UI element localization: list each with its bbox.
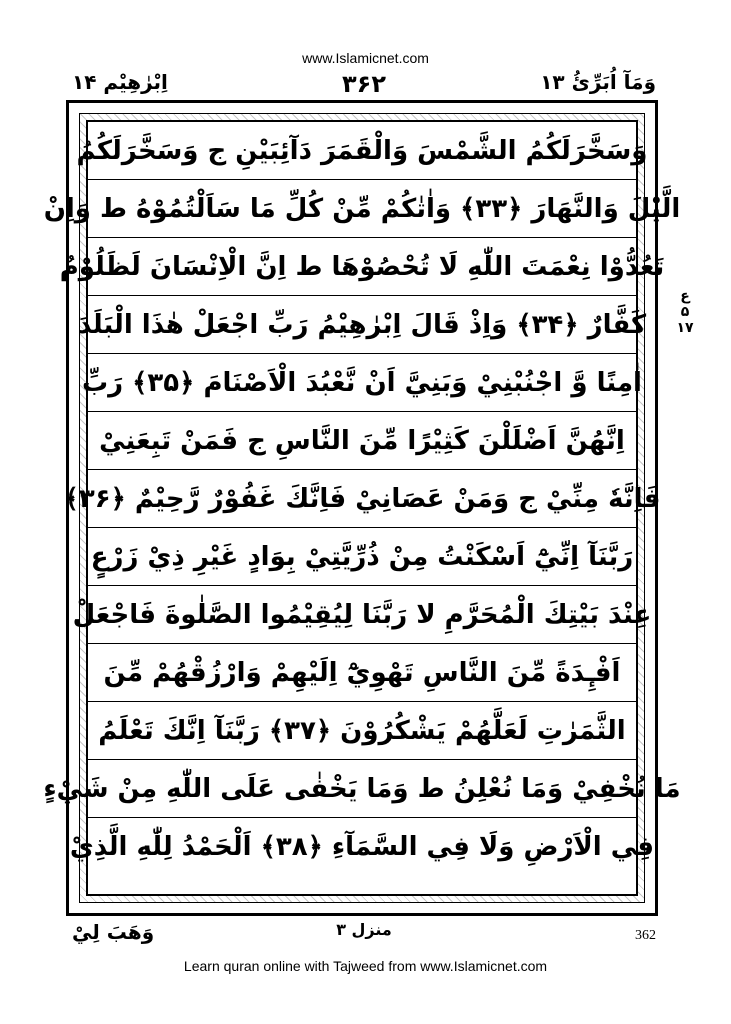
page-number: 362 — [635, 928, 656, 943]
quran-line: مَا نُخْفِيْ وَمَا نُعْلِنُ ط وَمَا يَخْفٰى عَلَى اللّٰهِ مِنْ شَيْءٍ — [88, 760, 636, 818]
quran-line: وَسَخَّرَلَكُمُ الشَّمْسَ وَالْقَمَرَ دَآئِبَيْنِ ج وَسَخَّرَلَكُمُ — [88, 122, 636, 180]
site-url-top: www.Islamicnet.com — [302, 50, 429, 66]
ruku-sign: ع — [680, 288, 690, 304]
manzil-label: منزل ۳ — [336, 920, 392, 939]
frame-border-pattern — [43, 113, 681, 903]
quran-line: الثَّمَرٰتِ لَعَلَّهُمْ يَشْكُرُوْنَ ﴿۳۷﴾ رَبَّنَآ اِنَّكَ تَعْلَمُ — [88, 702, 636, 760]
ruku-number: ۵ — [680, 304, 690, 320]
quran-line: فِي الْاَرْضِ وَلَا فِي السَّمَآءِ ﴿۳۸﴾ اَلْحَمْدُ لِلّٰهِ الَّذِيْ — [69, 832, 655, 862]
site-url-bottom: Learn quran online with Tajweed from www.Islamicnet.com — [183, 958, 548, 974]
page-number-arabic: ۳۶۲ — [342, 70, 386, 98]
quran-line: اٰمِنًا وَّ اجْنُبْنِيْ وَبَنِيَّ اَنْ نَّعْبُدَ الْاَصْنَامَ ﴿۳۵﴾ رَبِّ — [88, 354, 636, 412]
page-header — [72, 70, 656, 100]
quran-line: الَّيْلَ وَالنَّهَارَ ﴿۳۳﴾ وَاٰتٰكُمْ مِّنْ كُلِّ مَا سَاَلْتُمُوْهُ ط وَاِنْ — [88, 180, 636, 238]
quran-line: تَعُدُّوْا نِعْمَتَ اللّٰهِ لَا تُحْصُوْهَا ط اِنَّ الْاِنْسَانَ لَظَلُوْمٌ — [88, 238, 636, 296]
ruku-count: ۱۷ — [676, 320, 694, 336]
quran-text-block — [43, 120, 681, 896]
page-footer — [72, 920, 656, 950]
quran-line: فَاِنَّهٗ مِنِّيْ ج وَمَنْ عَصَانِيْ فَاِنَّكَ غَفُوْرٌ رَّحِيْمٌ ﴿۳۶﴾ — [88, 470, 636, 528]
quran-line: اَفْـِٕدَةً مِّنَ النَّاسِ تَهْوِيْٓ اِلَيْهِمْ وَارْزُقْهُمْ مِّنَ — [88, 644, 636, 702]
juz-title: وَمَآ اُبَرِّئُ ۱۳ — [540, 70, 656, 94]
surah-title: اِبْرٰهِيْم ۱۴ — [72, 70, 168, 94]
quran-line: عِنْدَ بَيْتِكَ الْمُحَرَّمِ لا رَبَّنَا لِيُقِيْمُوا الصَّلٰوةَ فَاجْعَلْ — [88, 586, 636, 644]
ornamental-frame — [43, 100, 681, 916]
quran-line: كَفَّارٌ ﴿۳۴﴾ وَاِذْ قَالَ اِبْرٰهِيْمُ رَبِّ اجْعَلْ هٰذَا الْبَلَدَ — [88, 296, 636, 354]
quran-line: اِنَّهُنَّ اَضْلَلْنَ كَثِيْرًا مِّنَ النَّاسِ ج فَمَنْ تَبِعَنِيْ — [88, 412, 636, 470]
quran-line: رَبَّنَآ اِنِّيْٓ اَسْكَنْتُ مِنْ ذُرِّيَّتِيْ بِوَادٍ غَيْرِ ذِيْ زَرْعٍ — [88, 528, 636, 586]
catchword: وَهَبَ لِيْ — [72, 920, 155, 944]
ruku-marker — [670, 288, 700, 336]
